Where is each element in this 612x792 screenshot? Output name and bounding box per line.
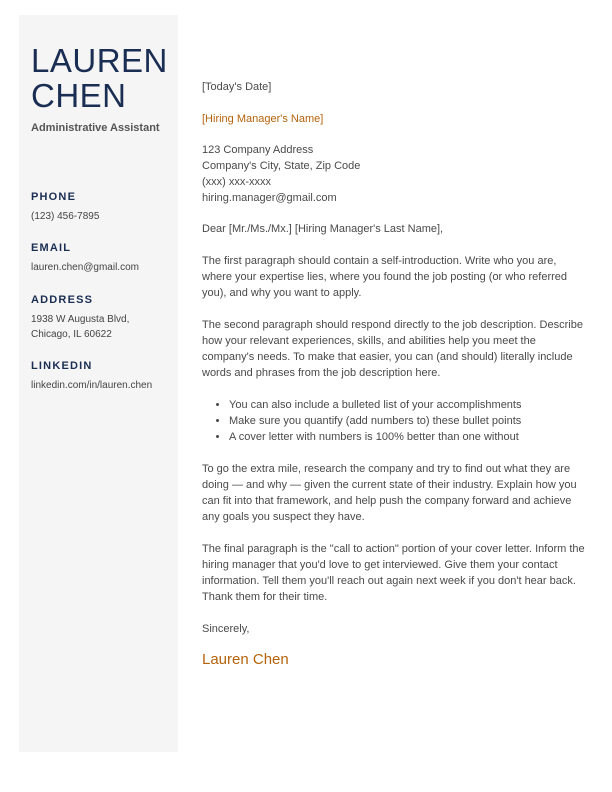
letter-date: [Today's Date] <box>202 81 272 93</box>
list-item: • You can also include a bulleted list of your accomplishments <box>229 397 587 413</box>
name-last: CHEN <box>31 77 127 114</box>
email-line: lauren.chen@gmail.com <box>31 262 139 273</box>
list-item: • Make sure you quantify (add numbers to) these bullet points <box>229 413 587 429</box>
company-address-line: 123 Company Address <box>202 144 314 156</box>
paragraph-call-to-action: The final paragraph is the "call to action" portion of your cover letter. Inform the hiring manager that you'd love to get interviewed. Give them your contact information. Tell them you'll reach out again next week if you don't hear back. Thank them for their time. <box>202 543 585 603</box>
paragraph-job-fit: The second paragraph should respond directly to the job description. Describe how your relevant experiences, skills, and abilities help you meet the company's needs. To make that easier, you can (and should) literally include words and phrases from the job description here. <box>202 319 583 379</box>
phone-heading: PHONE <box>31 191 77 203</box>
linkedin-line: linkedin.com/in/lauren.chen <box>31 380 153 391</box>
linkedin-value <box>31 378 152 393</box>
address-value <box>31 312 129 342</box>
closing: Sincerely, <box>202 623 250 635</box>
list-item: • A cover letter with numbers is 100% better than one without <box>229 429 587 445</box>
address-heading: ADDRESS <box>31 294 94 306</box>
letter-body <box>202 79 587 668</box>
paragraph-research: To go the extra mile, research the company and try to find out what they are doing — and why — given the current state of their industry. Explain how you can fit into that framework, and help push the company forward and achieve any goals you suspect they have. <box>202 463 577 523</box>
phone-value <box>31 209 99 224</box>
address-line-2: Chicago, IL 60622 <box>31 329 112 340</box>
company-address-line: Company's City, State, Zip Code <box>202 160 361 172</box>
email-value <box>31 260 139 275</box>
company-address-line: hiring.manager@gmail.com <box>202 192 337 204</box>
address-line-1: 1938 W Augusta Blvd, <box>31 314 130 325</box>
linkedin-heading: LINKEDIN <box>31 360 93 372</box>
job-title: Administrative Assistant <box>31 122 160 134</box>
phone-line: (123) 456-7895 <box>31 211 100 222</box>
paragraph-intro: The first paragraph should contain a self-introduction. Write who you are, where your expertise lies, where you found the job posting (or who referred you), and why you want to apply. <box>202 255 568 299</box>
company-address-line: (xxx) xxx-xxxx <box>202 176 272 188</box>
hiring-manager-name: [Hiring Manager's Name] <box>202 113 324 125</box>
signature: Lauren Chen <box>202 651 289 668</box>
company-address-block <box>202 142 587 206</box>
salutation: Dear [Mr./Ms./Mx.] [Hiring Manager's Last Name], <box>202 223 444 235</box>
name-first: LAUREN <box>31 42 168 79</box>
accomplishment-list <box>202 397 587 445</box>
applicant-name <box>31 43 168 113</box>
email-heading: EMAIL <box>31 242 72 254</box>
